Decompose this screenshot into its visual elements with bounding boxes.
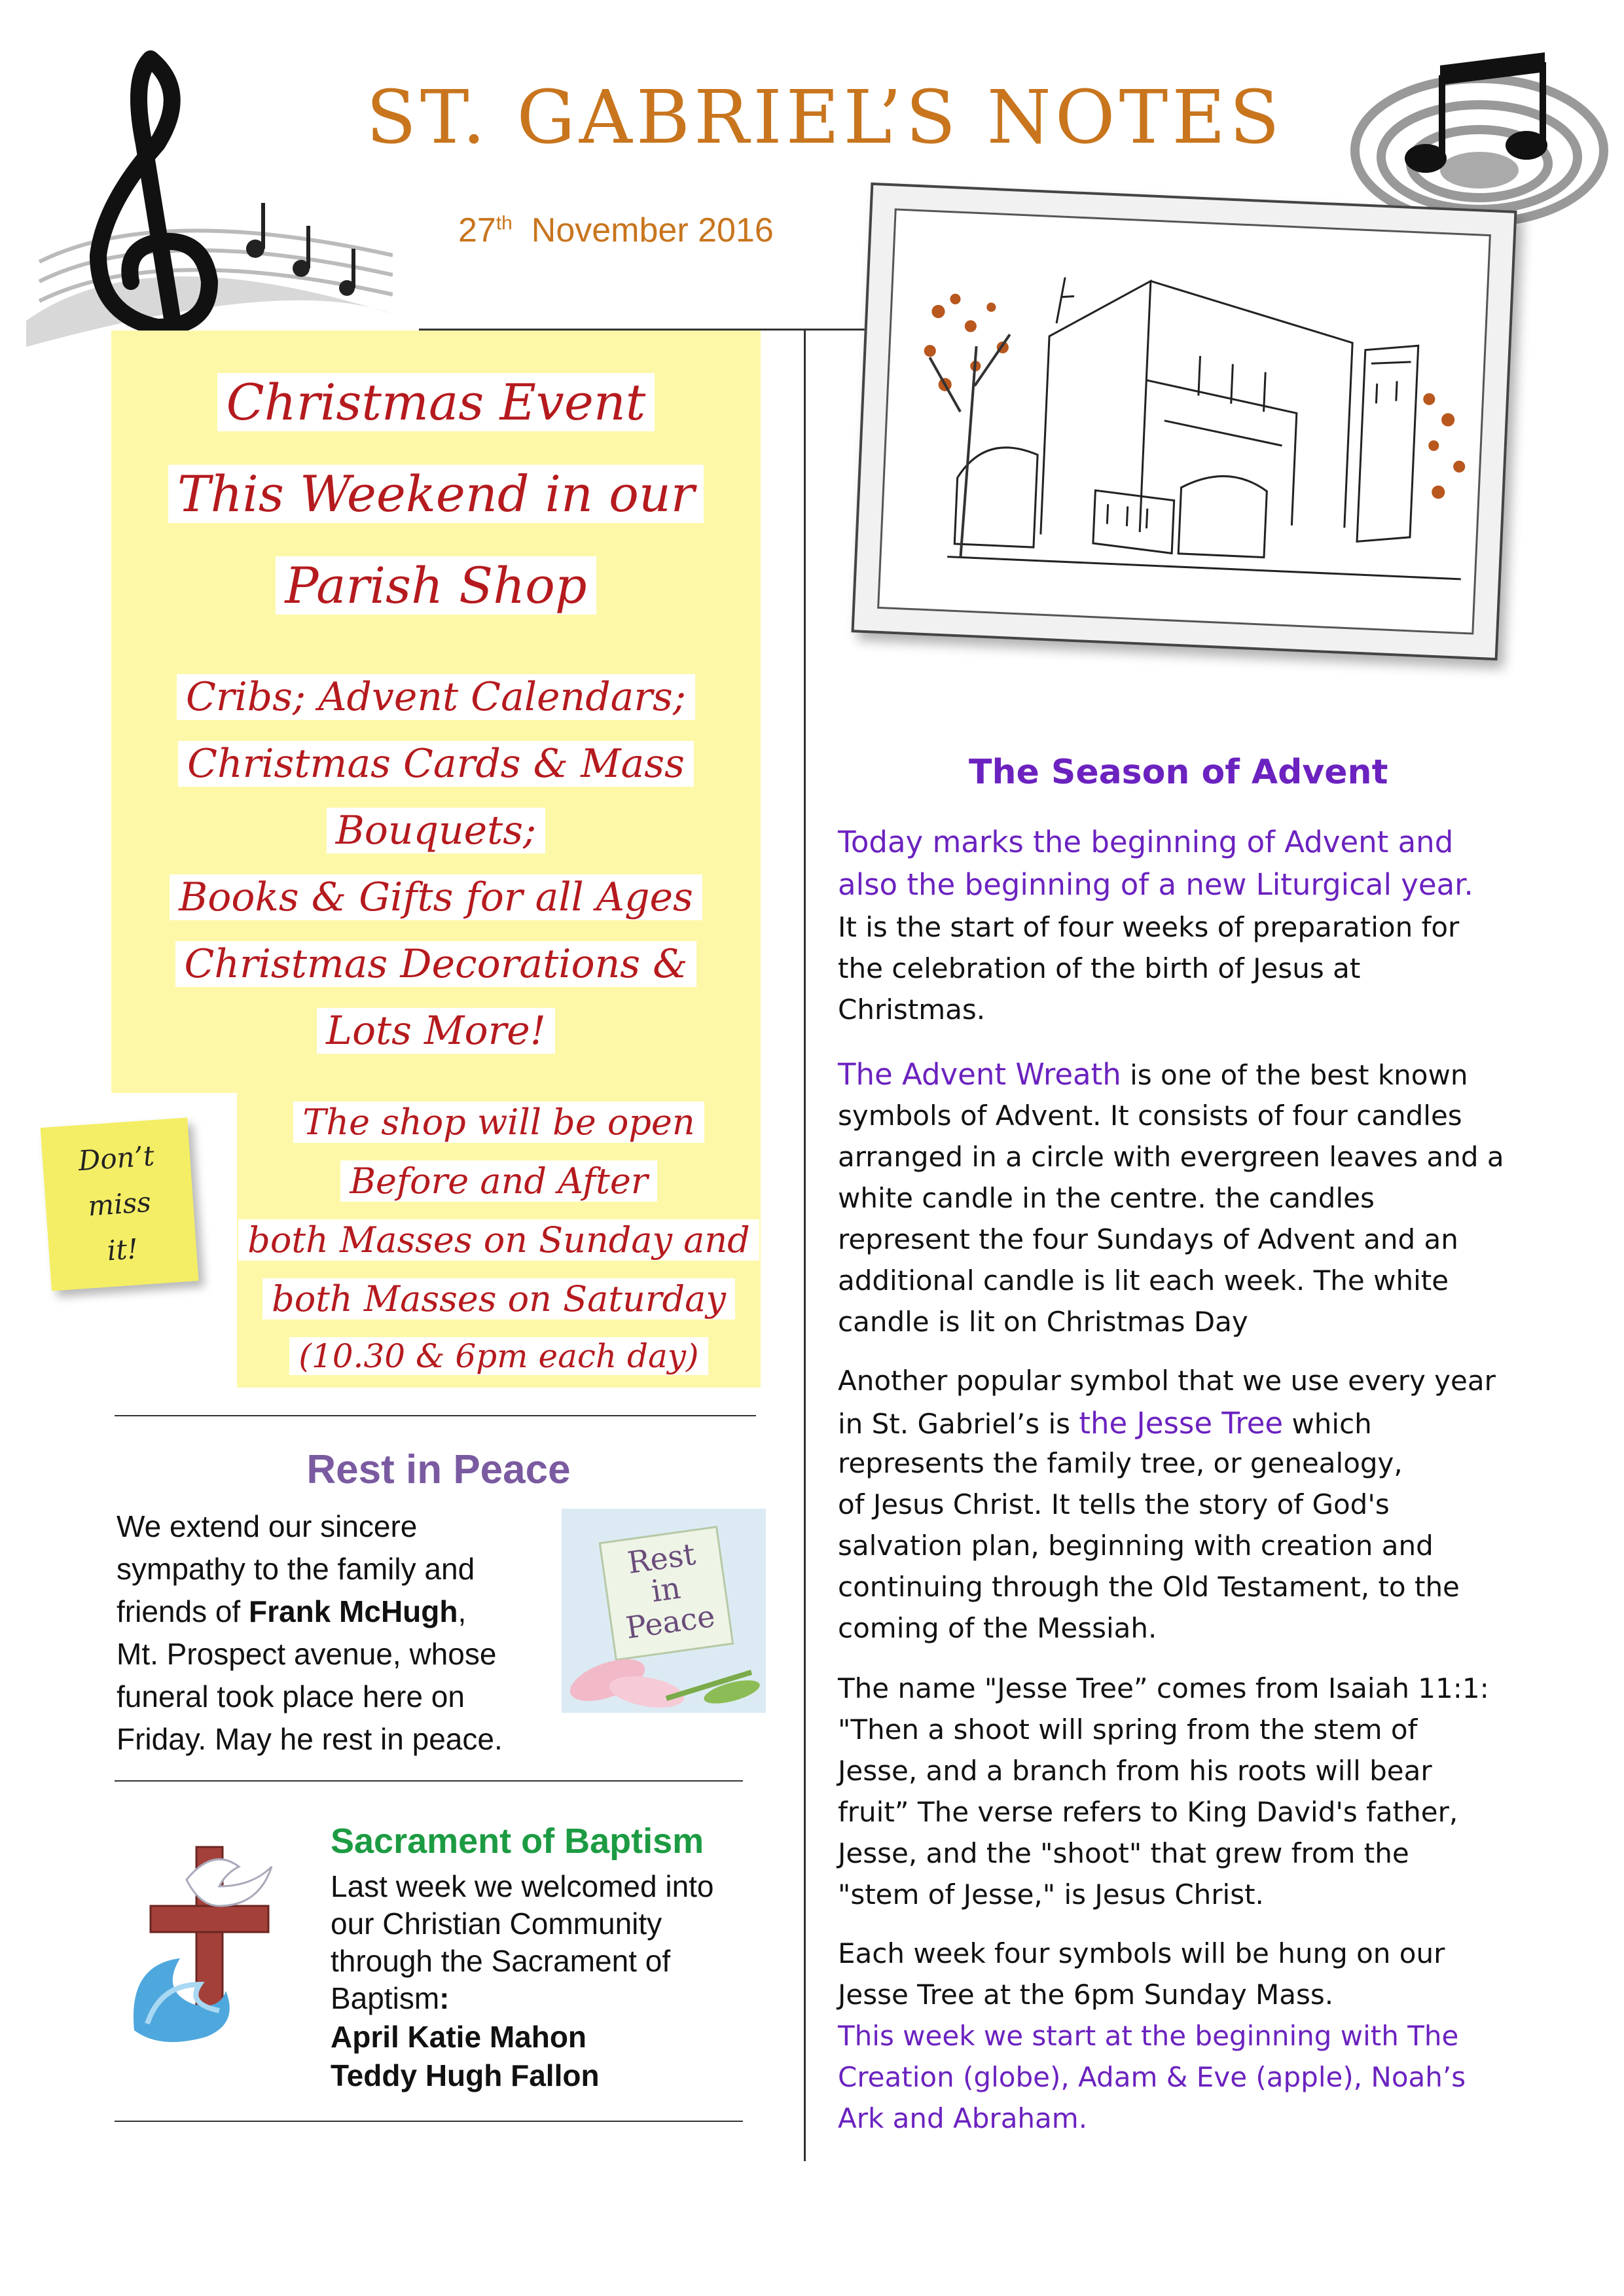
advent-text-line: continuing through the Old Testament, to the xyxy=(838,1571,1460,1603)
advent-wreath-highlight: The Advent Wreath xyxy=(838,1057,1121,1092)
rest-in-peace-card xyxy=(562,1509,766,1713)
jesse-tree-highlight: the Jesse Tree xyxy=(1079,1406,1284,1441)
christmas-heading-2: This Weekend in our xyxy=(111,465,761,523)
advent-text-line: Jesse, and the "shoot" that grew from the xyxy=(838,1837,1409,1869)
baptism-text-line: Last week we welcomed into xyxy=(331,1869,714,1903)
advent-text-line: arranged in a circle with evergreen leaves and a xyxy=(838,1141,1504,1173)
advent-text-line: "stem of Jesse," is Jesus Christ. xyxy=(838,1878,1264,1910)
church-drawing xyxy=(879,211,1489,633)
advent-title: The Season of Advent xyxy=(969,753,1388,792)
advent-text-line: symbols of Advent. It consists of four candles xyxy=(838,1100,1462,1132)
christmas-item: Bouquets; xyxy=(111,808,761,853)
svg-text:Peace: Peace xyxy=(623,1598,717,1646)
advent-text-line: salvation plan, beginning with creation and xyxy=(838,1530,1434,1562)
opening-line: both Masses on Sunday and xyxy=(237,1219,761,1261)
christmas-item: Lots More! xyxy=(111,1008,761,1054)
section-divider xyxy=(115,2121,743,2122)
baptism-text-line: through the Sacrament of xyxy=(331,1944,671,1978)
baptised-name: Teddy Hugh Fallon xyxy=(331,2058,600,2092)
advent-text-line: The Advent Wreath is one of the best known xyxy=(838,1057,1468,1092)
section-divider xyxy=(115,1415,756,1416)
advent-text-line: Jesse, and a branch from his roots will bear xyxy=(838,1755,1432,1787)
advent-text-line: Each week four symbols will be hung on our xyxy=(838,1937,1445,1969)
baptism-text-line: Baptism: xyxy=(331,1981,450,2015)
newsletter-title: ST. GABRIEL’S NOTES xyxy=(366,75,1284,160)
rip-text-line: funeral took place here on xyxy=(117,1679,465,1713)
baptism-title: Sacrament of Baptism xyxy=(331,1821,704,1861)
christmas-item: Christmas Decorations & xyxy=(111,941,761,987)
date-day: 27 xyxy=(458,211,496,249)
rip-text-line: Mt. Prospect avenue, whose xyxy=(117,1637,497,1671)
advent-closing-line: Creation (globe), Adam & Eve (apple), Noah’s xyxy=(838,2061,1466,2093)
issue-date xyxy=(458,211,774,250)
section-divider xyxy=(115,1780,743,1782)
advent-intro-line: Today marks the beginning of Advent and xyxy=(838,825,1454,859)
deceased-name: Frank McHugh xyxy=(249,1594,458,1628)
date-suffix: th xyxy=(496,212,513,234)
advent-text-line: coming of the Messiah. xyxy=(838,1612,1157,1644)
rest-in-peace-title: Rest in Peace xyxy=(306,1447,571,1492)
advent-text-line: of Jesus Christ. It tells the story of God's xyxy=(838,1488,1390,1520)
advent-text-line: "Then a shoot will spring from the stem of xyxy=(838,1713,1418,1746)
christmas-item: Christmas Cards & Mass xyxy=(111,741,761,787)
opening-line: (10.30 & 6pm each day) xyxy=(237,1337,761,1375)
column-divider xyxy=(804,329,806,2161)
advent-text-line: Another popular symbol that we use every year xyxy=(838,1365,1496,1397)
baptism-text-line: our Christian Community xyxy=(331,1907,662,1941)
opening-line: The shop will be open xyxy=(237,1102,761,1143)
baptised-name: April Katie Mahon xyxy=(331,2020,587,2054)
shop-opening-panel xyxy=(237,1090,761,1388)
advent-text-line: The name "Jesse Tree” comes from Isaiah 11:1: xyxy=(838,1672,1489,1704)
advent-closing-line: Ark and Abraham. xyxy=(838,2102,1088,2134)
christmas-heading-1: Christmas Event xyxy=(111,373,761,431)
date-rest: November 2016 xyxy=(531,211,774,249)
christmas-item: Books & Gifts for all Ages xyxy=(111,874,761,920)
rip-text-line: sympathy to the family and xyxy=(117,1552,475,1586)
advent-text-line: additional candle is lit each week. The white xyxy=(838,1265,1449,1297)
rip-text-line: We extend our sincere xyxy=(117,1509,418,1543)
svg-text:in: in xyxy=(649,1570,683,1609)
church-picture-frame xyxy=(851,183,1517,660)
rip-text-line: Friday. May he rest in peace. xyxy=(117,1722,503,1756)
cross-dove-icon xyxy=(121,1834,298,2050)
advent-text-line: in St. Gabriel’s is the Jesse Tree which xyxy=(838,1406,1372,1441)
advent-closing-line: This week we start at the beginning with The xyxy=(838,2020,1459,2052)
christmas-item: Cribs; Advent Calendars; xyxy=(111,674,761,720)
rip-text-line: friends of Frank McHugh, xyxy=(117,1594,467,1628)
sticky-note-line: Don’t xyxy=(77,1139,156,1177)
advent-text-line: fruit” The verse refers to King David's father, xyxy=(838,1796,1458,1828)
advent-text-line: candle is lit on Christmas Day xyxy=(838,1306,1248,1338)
advent-text-line: represents the family tree, or genealogy, xyxy=(838,1447,1403,1479)
opening-line: Before and After xyxy=(237,1160,761,1202)
christmas-heading-3: Parish Shop xyxy=(111,556,761,615)
advent-intro-line: also the beginning of a new Liturgical year. xyxy=(838,867,1473,902)
advent-text-line: represent the four Sundays of Advent and an xyxy=(838,1223,1458,1255)
opening-line: both Masses on Saturday xyxy=(237,1278,761,1319)
advent-text-line: white candle in the centre. the candles xyxy=(838,1182,1375,1214)
svg-text:Rest: Rest xyxy=(625,1535,698,1581)
advent-text-line: It is the start of four weeks of preparation for xyxy=(838,911,1460,943)
sticky-note-line: it! xyxy=(106,1232,139,1267)
advent-text-line: Jesse Tree at the 6pm Sunday Mass. xyxy=(838,1979,1334,2011)
advent-text-line: the celebration of the birth of Jesus at xyxy=(838,952,1361,984)
sticky-note-line: miss xyxy=(86,1185,153,1223)
sticky-note xyxy=(41,1117,199,1291)
christmas-event-panel xyxy=(111,331,761,1093)
advent-text-line: Christmas. xyxy=(838,994,986,1026)
